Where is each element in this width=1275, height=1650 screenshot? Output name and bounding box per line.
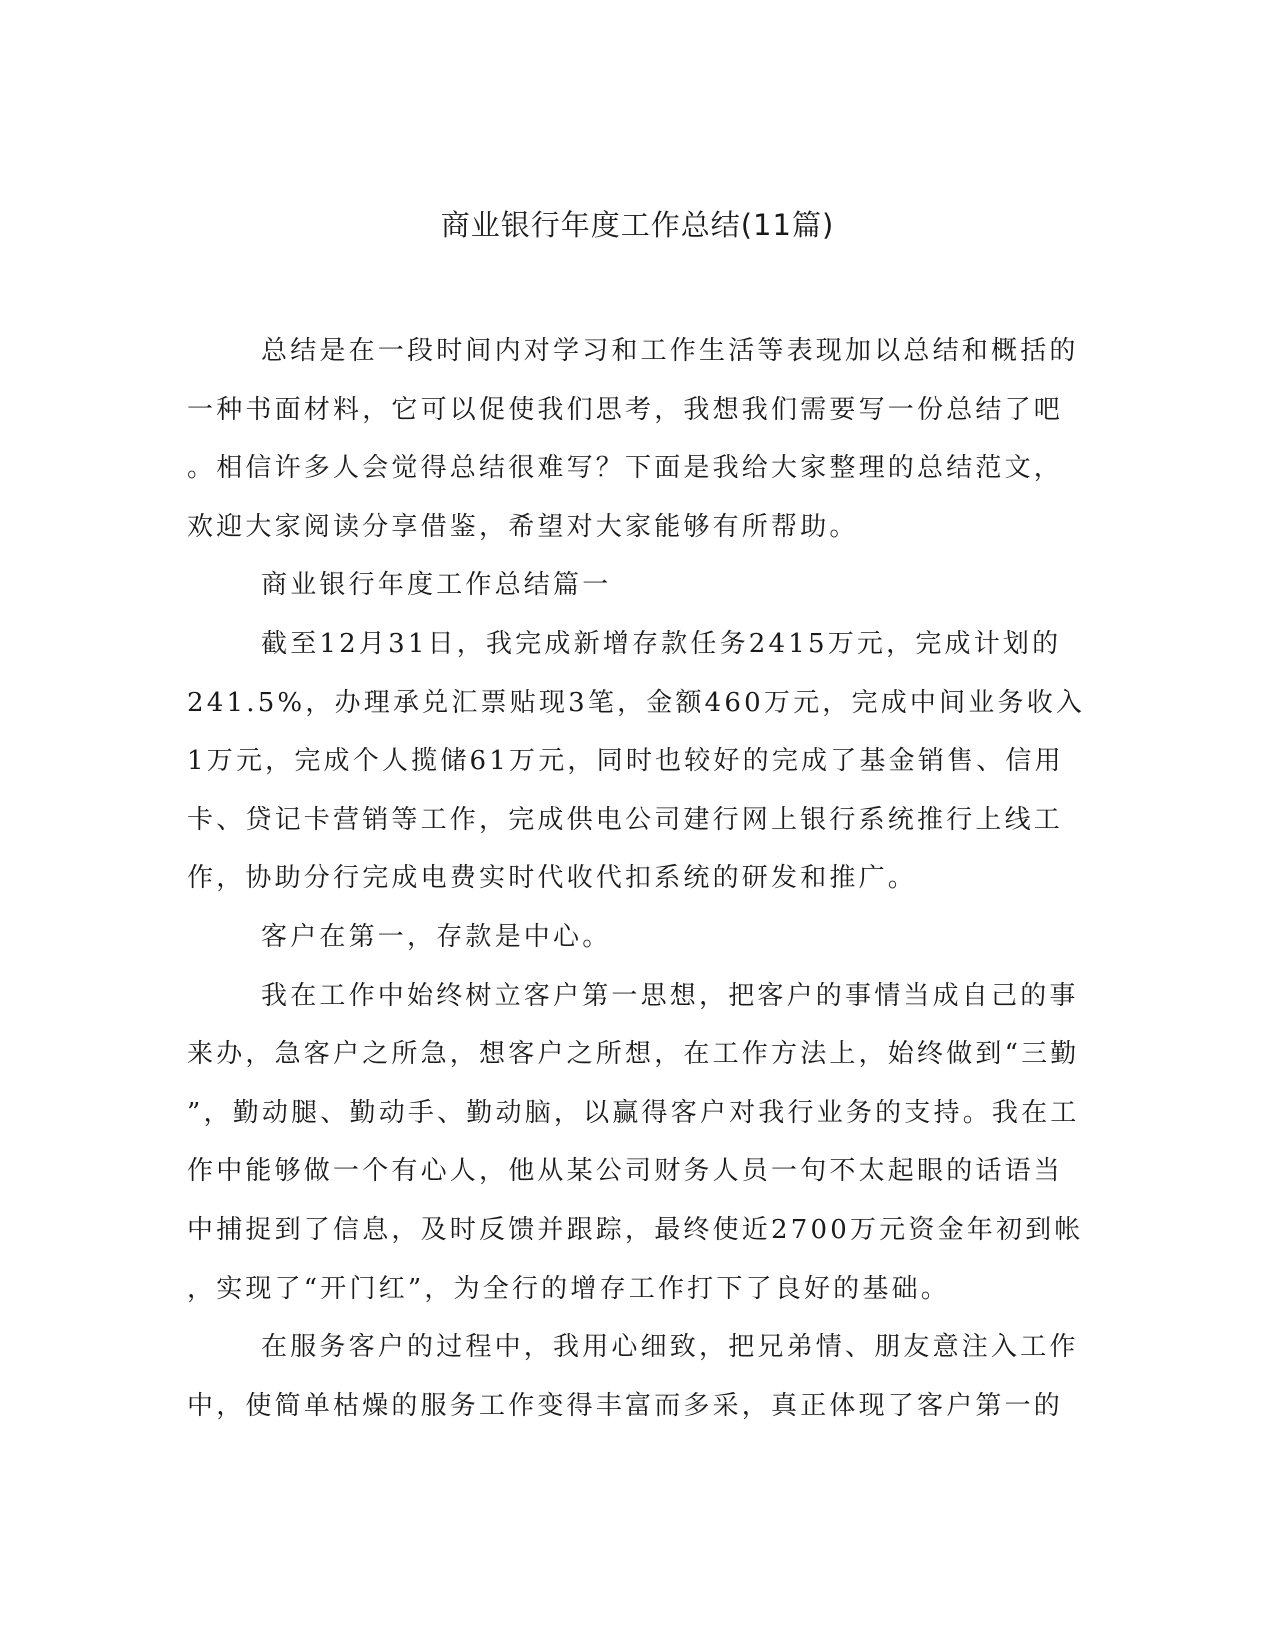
paragraph-line: 卡、贷记卡营销等工作，完成供电公司建行网上银行系统推行上线工 [187,804,1064,835]
document-body [187,322,1086,1435]
paragraph-line: 来办，急客户之所急，想客户之所想，在工作方法上，始终做到“三勤 [187,1039,1080,1070]
paragraph-line: 总结是在一段时间内对学习和工作生活等表现加以总结和概括的 [261,336,1079,366]
paragraph-line: 241.5%，办理承兑汇票贴现3笔，金额460万元，完成中间业务收入 [187,687,1086,718]
document-title: 商业银行年度工作总结(11篇) [440,208,835,242]
paragraph-line: 1万元，完成个人揽储61万元，同时也较好的完成了基金销售、信用 [187,746,1064,777]
paragraph-line: 客户在第一，存款是中心。 [261,921,612,952]
paragraph-line: 。相信许多人会觉得总结很难写？下面是我给大家整理的总结范文， [187,453,1064,484]
section-heading: 商业银行年度工作总结篇一 [261,570,612,601]
paragraph-line: ”，勤动腿、勤动手、勤动脑，以赢得客户对我行业务的支持。我在工 [187,1097,1080,1128]
paragraph-line: 作，协助分行完成电费实时代收代扣系统的研发和推广。 [187,863,918,894]
paragraph-line: 我在工作中始终树立客户第一思想，把客户的事情当成自己的事 [261,980,1079,1011]
paragraph-line: 一种书面材料，它可以促使我们思考，我想我们需要写一份总结了吧 [187,394,1064,425]
paragraph-line: 中，使简单枯燥的服务工作变得丰富而多采，真正体现了客户第一的 [187,1390,1064,1421]
paragraph-line: ，实现了“开门红”，为全行的增存工作打下了良好的基础。 [187,1273,950,1304]
paragraph-line: 欢迎大家阅读分享借鉴，希望对大家能够有所帮助。 [187,511,859,542]
paragraph-line: 在服务客户的过程中，我用心细致，把兄弟情、朋友意注入工作 [261,1332,1079,1363]
paragraph-line: 作中能够做一个有心人，他从某公司财务人员一句不太起眼的话语当 [187,1156,1064,1187]
paragraph-line: 截至12月31日，我完成新增存款任务2415万元，完成计划的 [261,628,1062,659]
paragraph-line: 中捕捉到了信息，及时反馈并跟踪，最终使近2700万元资金年初到帐 [187,1214,1084,1245]
